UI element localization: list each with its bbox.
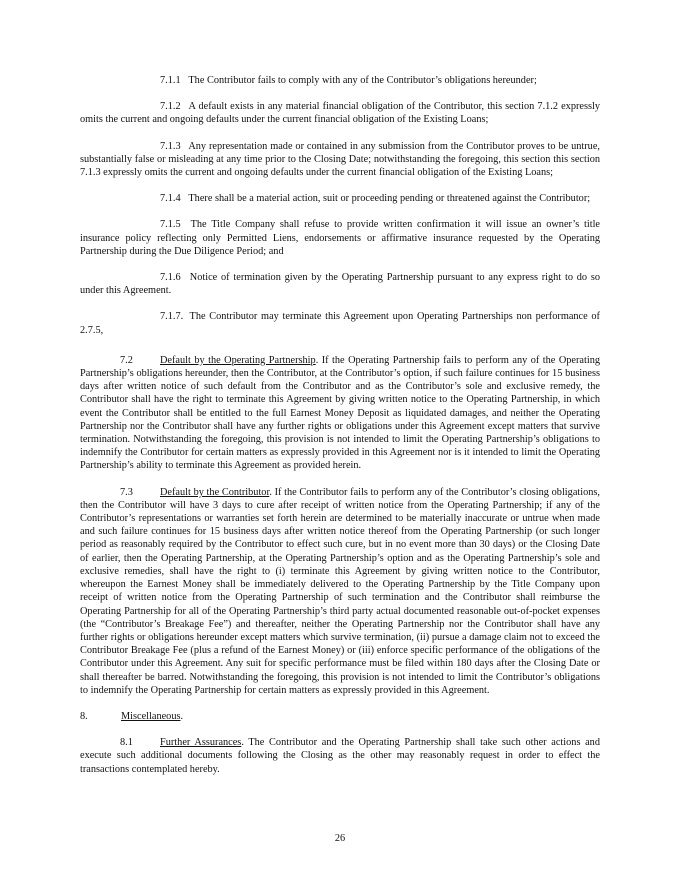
section-number: 8. bbox=[80, 710, 88, 722]
paragraph-7-1-7 bbox=[80, 310, 600, 336]
paragraph-text: Any representation made or contained in any submission from the Contributor proves to be untrue, substantially false or misleading at any time prior to the Closing Date; notwithstanding the foregoing, this section this section 7.1.3 expressly omits the current and ongoing defaults under the current financial obligation of the Existing Loans; bbox=[80, 140, 600, 179]
paragraph-text: The Contributor may terminate this Agreement upon Operating Partnerships non performance of 2.7.5, bbox=[80, 311, 600, 336]
section-number: 7.1.7. bbox=[160, 311, 184, 323]
paragraph-text: A default exists in any material financial obligation of the Contributor, this section 7.1.2 expressly omits the current and ongoing defaults under the current financial obligation of the Existing Loans; bbox=[80, 101, 600, 126]
paragraph-text: The Title Company shall refuse to provide written confirmation it will issue an owner’s title insurance policy reflecting only Permitted Liens, endorsements or affirmative insurance requested by the Operating Partnership during the Due Diligence Period; and bbox=[80, 219, 601, 257]
section-number: 7.1.2 bbox=[160, 101, 181, 113]
section-number: 7.1.3 bbox=[160, 140, 181, 152]
section-number: 7.1.4 bbox=[160, 193, 181, 205]
section-heading: Default by the Contributor bbox=[160, 486, 270, 498]
section-number: 7.1.1 bbox=[160, 75, 181, 86]
paragraph-7-3 bbox=[80, 486, 600, 697]
paragraph-7-1-2 bbox=[80, 100, 600, 126]
paragraph-text: . If the Contributor fails to perform any of the Contributor’s closing obligations, then the Contributor will have 3 days to cure after receipt of written notice from the Operating Partnership; if any of the Contributor’s representations or warranties set forth herein are determined to be materially inaccurate or untrue when made and such failure continues for 15 business days after written notice thereof from the Operating Partnership (or such longer period as reasonably required by the Contributor to effect such cure, but in no event more than 30 days) or the Closing Date of earlier, then the Operating Partnership, at the Operating Partnership’s option and as the Operating Partnership’s sole and exclusive remedies, shall have the right to (i) terminate this Agreement by giving written notice to the Contributor, whereupon the Earnest Money shall be immediately delivered to the Operating Partnership by the Title Company upon receipt of written notice from the Operating Partnership of such termination and the Contributor shall reimburse the Operating Partnership for all of the Operating Partnership’s third party actual documented reasonable out-of-pocket expenses (the “Contributor’s Breakage Fee”) and thereafter, neither the Operating Partnership nor the Contributor shall have any further rights or obligations hereunder except matters which survive termination, (ii) pursue a damage claim not to exceed the Contributor Breakage Fee (plus a refund of the Earnest Money) or (iii) enforce specific performance of the obligations of the Contributor under this Agreement. Any suit for specific performance must be filed within 180 days after the Closing Date or shall thereafter be barred. Notwithstanding the foregoing, this provision is not intended to limit the Contributor’s obligations to indemnify the Operating Partnership for certain matters as expressly provided in this Agreement. bbox=[80, 486, 600, 696]
heading-punctuation: . bbox=[180, 710, 184, 722]
paragraph-7-1-5 bbox=[80, 218, 600, 258]
paragraph-7-1-6 bbox=[80, 271, 600, 297]
paragraph-7-2 bbox=[80, 354, 600, 473]
paragraph-text: The Contributor fails to comply with any of the Contributor’s obligations hereunder; bbox=[188, 75, 537, 86]
paragraph-7-1-3 bbox=[80, 140, 600, 180]
document-page bbox=[80, 74, 600, 789]
section-heading: Miscellaneous bbox=[121, 710, 181, 722]
paragraph-text: . If the Operating Partnership fails to perform any of the Operating Partnership’s obligations hereunder, then the Contributor, at the Contributor’s option, if such failure continues for 15 business days after written notice of such default from the Contributor and as the Contributor’s sole and exclusive remedy, the Contributor shall have the right to terminate this Agreement by giving written notice to the Operating Partnership, in which event the Contributor shall be entitled to the full Earnest Money Deposit as liquidated damages, and neither the Operating Partnership nor the Contributor shall have any further rights or obligations under this Agreement except matters that survive termination. Notwithstanding the foregoing, this provision is not intended to limit the Operating Partnership’s obligations to indemnify the Contributor for certain matters as expressly provided in this Agreement nor is it intended to limit the Operating Partnership’s ability to terminate this Agreement as provided herein. bbox=[80, 354, 600, 472]
section-number: 8.1 bbox=[120, 737, 133, 749]
section-number: 7.2 bbox=[120, 354, 133, 366]
paragraph-7-1-4 bbox=[80, 192, 600, 205]
paragraph-text: There shall be a material action, suit or proceeding pending or threatened against the Contributor; bbox=[188, 193, 591, 205]
section-number: 7.1.6 bbox=[160, 272, 181, 284]
section-8-heading bbox=[80, 710, 600, 723]
paragraph-text: . The Contributor and the Operating Partnership shall take such other actions and execute such additional documents following the Closing as the other may reasonably request in order to effect the transactions contemplated hereby. bbox=[80, 737, 600, 775]
section-number: 7.1.5 bbox=[160, 219, 181, 231]
paragraph-text: Notice of termination given by the Operating Partnership pursuant to any express right to do so under this Agreement. bbox=[80, 272, 601, 297]
section-number: 7.3 bbox=[120, 486, 133, 498]
section-heading: Further Assurances bbox=[160, 737, 242, 749]
paragraph-7-1-1 bbox=[80, 74, 600, 87]
section-heading: Default by the Operating Partnership bbox=[160, 354, 316, 366]
paragraph-8-1 bbox=[80, 736, 600, 776]
page-number: 26 bbox=[334, 833, 346, 844]
